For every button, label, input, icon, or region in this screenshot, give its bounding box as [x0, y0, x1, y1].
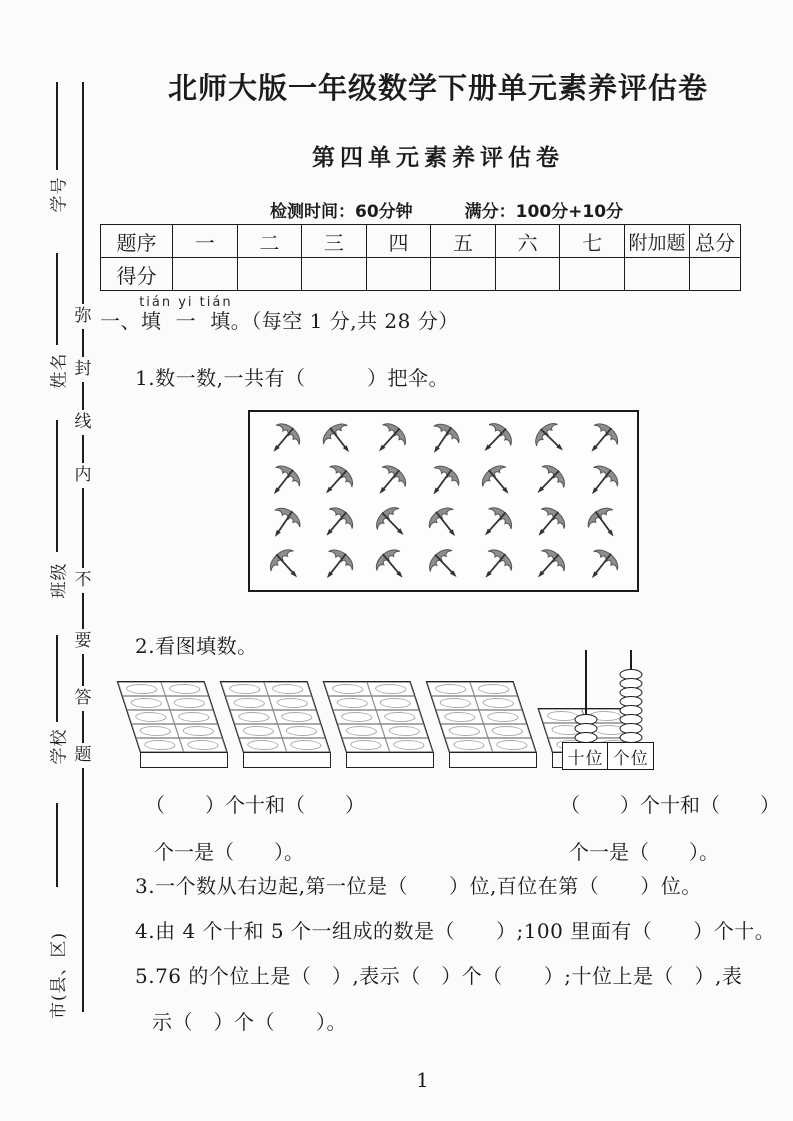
tray-cell [132, 724, 180, 738]
bun-icon [232, 698, 266, 708]
umbrella-icon [258, 501, 311, 543]
tens-tray [346, 681, 434, 768]
tens-tray [449, 681, 537, 768]
margin-line-gap [56, 552, 58, 560]
margin-line [56, 253, 58, 345]
score-cell-empty [690, 258, 741, 291]
section-one-pinyin: tián yi tián [139, 295, 233, 310]
umbrella-icon [417, 501, 470, 543]
tray-cell [264, 682, 312, 696]
margin-field-label [39, 172, 75, 216]
tens-tray [140, 681, 228, 768]
score-table-header-cell: 附加题 [625, 225, 690, 258]
exam-score-label: 满分：100分+10分 [464, 202, 624, 222]
tray-cell [441, 724, 489, 738]
seal-text-char: 封 [74, 359, 92, 379]
tray-cell [175, 724, 223, 738]
blocks-answer-line-1: （ ）个十和（ ） [145, 793, 365, 817]
score-table-header-cell: 总分 [690, 225, 741, 258]
score-table-header-cell: 五 [431, 225, 496, 258]
tray-cell [371, 696, 419, 710]
bun-icon [373, 684, 407, 694]
page-title: 北师大版一年级数学下册单元素养评估卷 [167, 71, 708, 105]
tray-cell [470, 682, 518, 696]
margin-line-gap [56, 216, 58, 253]
bun-icon [392, 740, 426, 750]
bun-icon [143, 740, 177, 750]
score-table-header-cell: 四 [366, 225, 431, 258]
tray-top-face [117, 681, 228, 753]
umbrella-icon [576, 417, 629, 459]
question-5-line-2: 示（ ）个（ ）。 [152, 1010, 347, 1034]
exam-time-label: 检测时间：60分钟 [270, 202, 413, 222]
seal-line [82, 768, 84, 1012]
tray-cell [385, 738, 433, 752]
score-table-body [101, 225, 741, 291]
seal-line [82, 711, 84, 743]
score-cell-empty [173, 258, 238, 291]
score-table-header-cell: 题序 [101, 225, 173, 258]
tray-cell [427, 682, 475, 696]
bun-icon [134, 712, 168, 722]
tray-cell [225, 696, 273, 710]
umbrella-icon [258, 543, 311, 585]
score-table-header-cell: 三 [302, 225, 367, 258]
umbrella-icon [364, 501, 417, 543]
umbrella-icon [576, 543, 629, 585]
bun-icon [270, 684, 304, 694]
umbrella-icon [364, 459, 417, 501]
abacus-beads [619, 671, 642, 743]
margin-line [56, 420, 58, 552]
umbrella-icon [258, 459, 311, 501]
umbrella-icon [364, 417, 417, 459]
unit-subtitle: 第四单元素养评估卷 [312, 145, 564, 171]
bun-icon [124, 684, 158, 694]
score-table-score-row [101, 258, 741, 291]
margin-line [56, 803, 58, 887]
tray-cell [136, 738, 184, 752]
page-number: 1 [416, 1068, 429, 1092]
tray-cell [431, 696, 479, 710]
margin-line [56, 635, 58, 722]
score-cell-empty [366, 258, 431, 291]
seal-text-char: 不 [74, 570, 92, 590]
tray-cell [221, 682, 269, 696]
abacus-rod [562, 650, 609, 770]
margin-field-label [39, 560, 75, 600]
umbrella-icon [523, 417, 576, 459]
bun-icon [486, 712, 520, 722]
question-3: 3.一个数从右边起,第一位是（ ）位,百位在第（ ）位。 [135, 874, 702, 898]
section-one-ruby [139, 295, 233, 333]
score-table [100, 224, 741, 291]
umbrella-icon [470, 459, 523, 501]
tray-cell [278, 724, 326, 738]
tray-cell [230, 710, 278, 724]
bun-icon [241, 726, 275, 736]
bun-icon [237, 712, 271, 722]
tray-cell [268, 696, 316, 710]
seal-line [82, 382, 84, 410]
seal-text-char: 题 [74, 745, 92, 765]
bun-icon [289, 740, 323, 750]
seal-text-char: 弥 [74, 306, 92, 326]
umbrella-icon [576, 459, 629, 501]
score-cell-empty [237, 258, 302, 291]
tray-cell [122, 696, 170, 710]
seal-text-char: 答 [74, 688, 92, 708]
section-one-suffix: 。（每空 1 分,共 28 分） [230, 309, 459, 333]
score-table-header-row [101, 225, 741, 258]
score-row-label: 得分 [101, 258, 173, 291]
bun-icon [387, 726, 421, 736]
bun-icon [246, 740, 280, 750]
score-cell-empty [302, 258, 367, 291]
seal-line [82, 82, 84, 304]
margin-label-rail [45, 82, 70, 1019]
bun-icon [476, 684, 510, 694]
tray-cell [161, 682, 209, 696]
margin-field-label-text: 学号 [49, 176, 70, 212]
abacus-answer-line-2: 个一是（ ）。 [569, 840, 719, 864]
blocks-answer-lines [145, 782, 365, 876]
tray-cell [118, 682, 166, 696]
tray-cell [436, 710, 484, 724]
margin-line-gap [56, 887, 58, 938]
abacus-place-label: 个位 [607, 742, 654, 770]
margin-field-label-text: 市(县、区) [49, 931, 70, 1019]
abacus-figure [562, 650, 654, 770]
bun-icon [284, 726, 318, 736]
tray-cell [239, 738, 287, 752]
tray-front-face [243, 753, 331, 768]
abacus-rod [607, 650, 654, 770]
seal-line-rail [72, 82, 94, 1012]
tray-cell [282, 738, 330, 752]
umbrella-icon [470, 501, 523, 543]
bun-icon [438, 698, 472, 708]
tray-cell [484, 724, 532, 738]
abacus-answer-lines [560, 782, 780, 876]
tray-cell [488, 738, 536, 752]
bun-icon [344, 726, 378, 736]
abacus-beads [574, 716, 597, 743]
score-table-header-cell: 七 [560, 225, 625, 258]
margin-line [56, 82, 58, 170]
tray-cell [328, 696, 376, 710]
tray-cell [445, 738, 493, 752]
umbrella-icon [523, 501, 576, 543]
bun-icon [447, 726, 481, 736]
bun-icon [335, 698, 369, 708]
bun-icon [167, 684, 201, 694]
tray-front-face [346, 753, 434, 768]
bun-icon [138, 726, 172, 736]
bun-icon [129, 698, 163, 708]
tray-cell [170, 710, 218, 724]
margin-field-label [39, 727, 75, 765]
umbrella-icon [470, 543, 523, 585]
umbrella-icon [576, 501, 629, 543]
umbrella-icon [311, 417, 364, 459]
margin-field-label-text: 班级 [49, 562, 70, 598]
tray-cell [381, 724, 429, 738]
tray-front-face [449, 753, 537, 768]
question-1: 1.数一数,一共有（ ）把伞。 [135, 366, 449, 390]
tray-cell [338, 724, 386, 738]
question-4: 4.由 4 个十和 5 个一组成的数是（ ）;100 里面有（ ）个十。 [135, 919, 776, 943]
tens-tray [243, 681, 331, 768]
umbrella-icon [417, 417, 470, 459]
bun-icon [383, 712, 417, 722]
score-cell-empty [560, 258, 625, 291]
umbrella-icon [311, 501, 364, 543]
tray-top-face [426, 681, 537, 753]
umbrella-icon [311, 543, 364, 585]
bun-icon [490, 726, 524, 736]
umbrella-icon [417, 459, 470, 501]
score-table-header-cell: 六 [495, 225, 560, 258]
tray-cell [333, 710, 381, 724]
tray-cell [474, 696, 522, 710]
tray-cell [367, 682, 415, 696]
umbrella-figure [248, 410, 639, 592]
umbrella-icon [258, 417, 311, 459]
bun-icon [186, 740, 220, 750]
umbrella-icon [523, 543, 576, 585]
bun-icon [275, 698, 309, 708]
margin-line-gap [56, 390, 58, 420]
bun-icon [481, 698, 515, 708]
margin-field-label-text: 学校 [49, 728, 70, 764]
margin-field-label-text: 姓名 [49, 352, 70, 388]
tray-top-face [220, 681, 331, 753]
tray-cell [165, 696, 213, 710]
tray-cell [273, 710, 321, 724]
abacus-answer-line-1: （ ）个十和（ ） [560, 793, 780, 817]
margin-line-gap [56, 765, 58, 803]
bun-icon [378, 698, 412, 708]
bun-icon [280, 712, 314, 722]
question-2: 2.看图填数。 [135, 634, 258, 658]
margin-line-gap [56, 600, 58, 635]
tray-top-face [323, 681, 434, 753]
seal-text-char: 内 [74, 465, 92, 485]
seal-line [82, 654, 84, 686]
seal-line [82, 488, 84, 568]
bun-icon [495, 740, 529, 750]
tray-front-face [140, 753, 228, 768]
tray-cell [235, 724, 283, 738]
seal-line [82, 329, 84, 357]
bun-icon [340, 712, 374, 722]
tray-cell [342, 738, 390, 752]
seal-text-char: 线 [74, 412, 92, 432]
umbrella-icon [523, 459, 576, 501]
bun-icon [177, 712, 211, 722]
exam-info [270, 197, 623, 222]
section-one-prefix: 一、 [100, 309, 141, 333]
bun-icon [181, 726, 215, 736]
score-cell-empty [431, 258, 496, 291]
bun-icon [227, 684, 261, 694]
abacus-place-label: 十位 [562, 742, 609, 770]
score-table-header-cell: 二 [237, 225, 302, 258]
seal-line [82, 435, 84, 463]
seal-text-char: 要 [74, 631, 92, 651]
bun-icon [330, 684, 364, 694]
tray-cell [127, 710, 175, 724]
tray-cell [479, 710, 527, 724]
umbrella-icon [364, 543, 417, 585]
bun-icon [433, 684, 467, 694]
umbrella-icon [311, 459, 364, 501]
blocks-answer-line-2: 个一是（ ）。 [154, 840, 304, 864]
umbrella-icon [417, 543, 470, 585]
bun-icon [349, 740, 383, 750]
tray-cell [179, 738, 227, 752]
tray-cell [324, 682, 372, 696]
bun-icon [172, 698, 206, 708]
tray-cell [376, 710, 424, 724]
question-5-line-1: 5.76 的个位上是（ ）,表示（ ）个（ ）;十位上是（ ）,表 [135, 964, 743, 988]
score-table-header-cell: 一 [173, 225, 238, 258]
score-cell-empty [495, 258, 560, 291]
umbrella-icon [470, 417, 523, 459]
section-one-heading [100, 296, 459, 334]
margin-field-label [39, 350, 75, 390]
seal-line [82, 593, 84, 629]
bun-icon [452, 740, 486, 750]
score-cell-empty [625, 258, 690, 291]
bun-icon [443, 712, 477, 722]
section-one-base: 填 一 填 [139, 309, 233, 333]
